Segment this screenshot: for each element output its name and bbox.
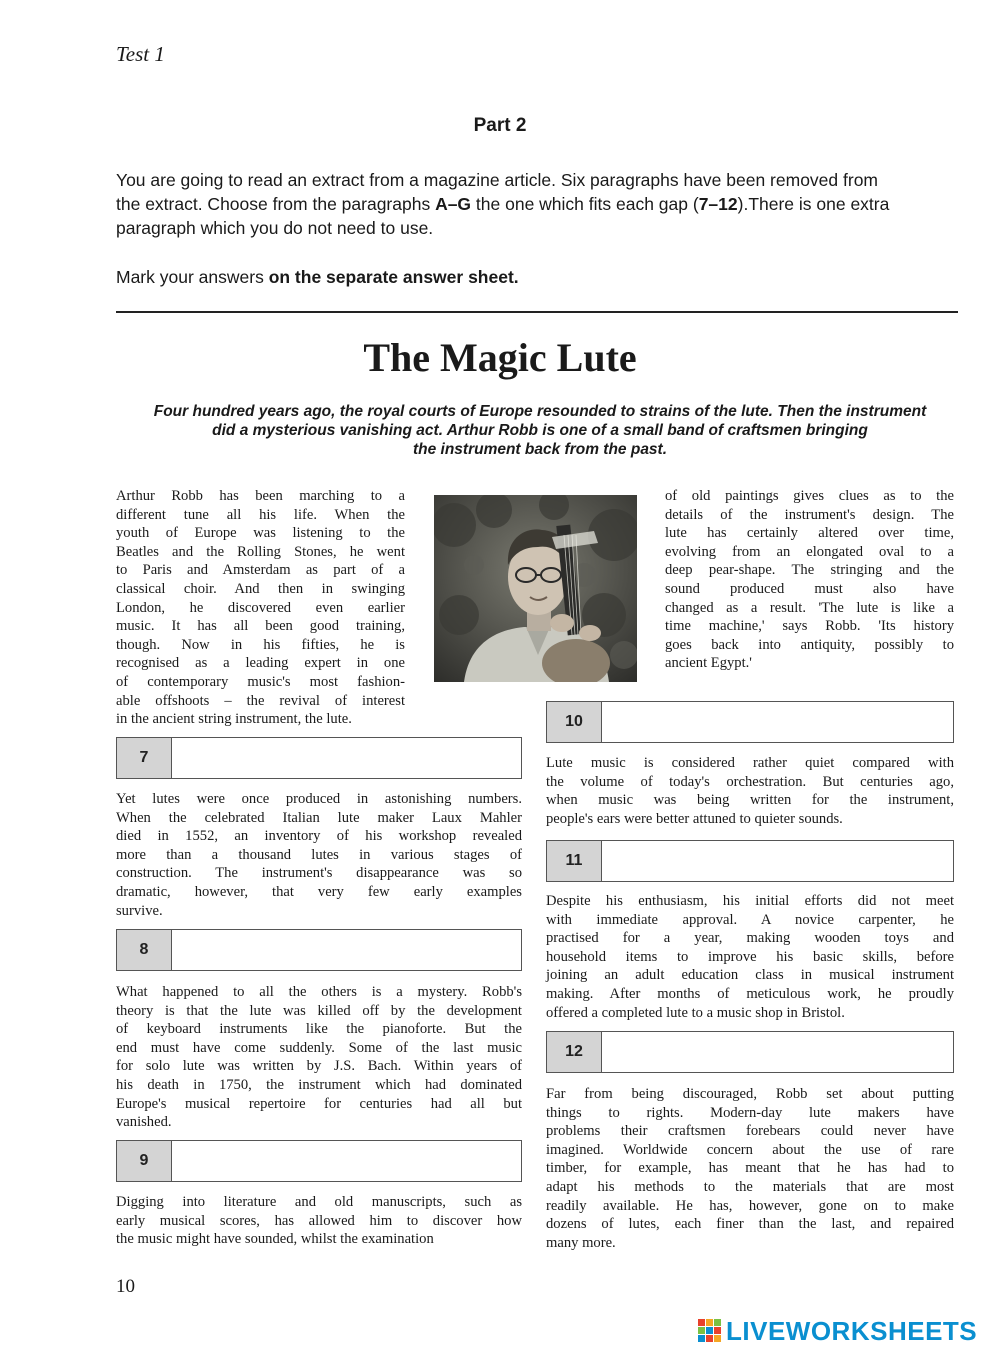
text-line: of old paintings gives clues as to the [665,488,954,504]
text-line: theory is that the lute was killed off by the development [116,1002,522,1019]
intro-paragraph [116,487,405,729]
text-line: able offshoots – the revival of interest [116,692,405,709]
text-line: goes back into antiquity, possibly to [665,636,954,653]
gap-11-answer-input[interactable] [603,843,951,879]
text-line: readily available. He has, however, gone on to make [546,1197,954,1214]
logo-text: LIVEWORKSHEETS [726,1315,978,1346]
text-line: vanished. [116,1114,172,1131]
test-label: Test 1 [116,42,165,66]
text-line: survive. [116,902,163,919]
gap-10 [546,701,954,743]
text-line: for solo lute was written by J.S. Bach. Within years of [116,1058,522,1075]
text-line: practised for a year, making wooden toys and [546,930,954,947]
text-line: sound produced must also have [665,580,954,597]
paragraph-after-gap-7 [116,790,522,920]
text-line: time machine,' says Robb. 'Its history [665,618,954,635]
gap-10-answer-input[interactable] [603,704,951,740]
text-line: When the celebrated Italian lute maker Laux Mahler [116,809,522,826]
text-line: Digging into literature and old manuscripts, such as [116,1194,522,1210]
text-line: household items to improve his basic skills, before [546,948,954,965]
text-line: recognised as a leading expert in one [116,655,405,672]
instructions-line: paragraph which you do not need to use. [116,218,434,238]
text-line: to Paris and Amsterdam as part of a [116,562,405,579]
text-line: Despite his enthusiasm, his initial efforts did not meet [546,893,954,909]
text-line: people's ears were better attuned to quieter sounds. [546,810,843,827]
paragraph-after-gap-11 [546,892,954,1022]
text-line: imagined. Worldwide concern about the use of rare [546,1141,954,1158]
paragraph-continued [665,487,954,673]
text-line: things to rights. Modern-day lute makers have [546,1104,954,1121]
text-line: of contemporary music's most fashion- [116,673,405,690]
gap-number: 12 [547,1032,602,1072]
text-line: changed as a result. 'The lute is like a [665,599,954,616]
text-line: early musical scores, has allowed him to discover how [116,1212,522,1229]
gap-number: 10 [547,702,602,742]
paragraph-after-gap-10 [546,754,954,828]
gap-number: 9 [117,1141,172,1181]
text-line: his death in 1750, the instrument which had dominated [116,1076,522,1093]
text-line: more than a thousand lutes in various stages of [116,846,522,863]
paragraph-after-gap-12 [546,1085,954,1252]
gap-7-answer-input[interactable] [173,740,519,776]
text-line: making. After months of meticulous work, he proudly [546,985,954,1002]
text-line: dozens of lutes, each finer than the last, and repaired [546,1216,954,1233]
mark-answers-instruction: Mark your answers on the separate answer sheet. [116,267,519,287]
article-standfirst: Four hundred years ago, the royal courts of Europe resounded to strains of the lute. Then the instrument did a mysterious vanishing act. Arthur Robb is one of a small band of craftsmen bringing the instrument back from the past. [153,403,927,458]
text-line: evolving from an elongated oval to a [665,543,954,560]
text-line: died in 1552, an inventory of his workshop revealed [116,828,522,845]
liveworksheets-logo-icon [698,1319,722,1343]
portrait-photo-icon [434,495,637,682]
divider-rule [116,311,958,313]
text-line: Beatles and the Rolling Stones, he went [116,543,405,560]
gap-9-answer-input[interactable] [173,1143,519,1179]
instructions-line: the extract. Choose from the paragraphs A–G the one which fits each gap (7–12).There is one extra [116,194,890,214]
instructions [116,168,958,240]
text-line: the music might have sounded, whilst the examination [116,1231,434,1248]
text-line: What happened to all the others is a mystery. Robb's [116,984,522,1000]
paragraph-after-gap-8 [116,983,522,1132]
text-line: when music was being written for the instrument, [546,792,954,809]
text-line: though. Now in his fifties, he is [116,636,405,653]
part-title: Part 2 [473,115,527,136]
text-line: youth of Europe was listening to the [116,525,405,542]
liveworksheets-logo[interactable] [698,1316,977,1346]
text-line: end must have come suddenly. Some of the last music [116,1039,522,1056]
text-line: timber, for example, has meant that he has had to [546,1160,954,1177]
text-line: Arthur Robb has been marching to a [116,488,405,504]
gap-8-answer-input[interactable] [173,932,519,968]
text-line: Europe's musical repertoire for centuries had all but [116,1095,522,1112]
text-line: music. It has all been good training, [116,618,405,635]
gap-8 [116,929,522,971]
article-title: The Magic Lute [363,335,637,380]
text-line: London, he discovered even earlier [116,599,405,616]
gap-11 [546,840,954,882]
text-line: in the ancient string instrument, the lute. [116,711,352,728]
text-line: offered a completed lute to a music shop in Bristol. [546,1004,845,1021]
text-line: Yet lutes were once produced in astonishing numbers. [116,791,522,807]
text-line: many more. [546,1234,616,1251]
gap-12-answer-input[interactable] [603,1034,951,1070]
text-line: of keyboard instruments like the pianoforte. But the [116,1021,522,1038]
text-line: dramatic, however, that very few early examples [116,883,522,900]
gap-12 [546,1031,954,1073]
text-line: different tune all his life. When the [116,506,405,523]
text-line: adapt his methods to the materials that are most [546,1178,954,1195]
gap-number: 7 [117,738,172,778]
gap-number: 11 [547,841,602,881]
instructions-line: You are going to read an extract from a magazine article. Six paragraphs have been removed from [116,170,879,190]
gap-number: 8 [117,930,172,970]
text-line: classical choir. And then in swinging [116,580,405,597]
text-line: lute has certainly altered over time, [665,525,954,542]
page-number: 10 [116,1276,135,1297]
text-line: details of the instrument's design. The [665,506,954,523]
text-line: deep pear-shape. The stringing and the [665,562,954,579]
text-line: Far from being discouraged, Robb set about putting [546,1086,954,1102]
gap-7 [116,737,522,779]
text-line: Lute music is considered rather quiet compared with [546,755,954,771]
gap-9 [116,1140,522,1182]
paragraph-after-gap-9 [116,1193,522,1249]
text-line: the volume of today's orchestration. But centuries ago, [546,773,954,790]
text-line: with immediate approval. A novice carpenter, he [546,911,954,928]
text-line: ancient Egypt.' [665,655,752,672]
text-line: joining an adult education class in musical instrument [546,967,954,984]
text-line: construction. The instrument's disappearance was so [116,865,522,882]
text-line: problems their craftsmen forebears could never have [546,1123,954,1140]
